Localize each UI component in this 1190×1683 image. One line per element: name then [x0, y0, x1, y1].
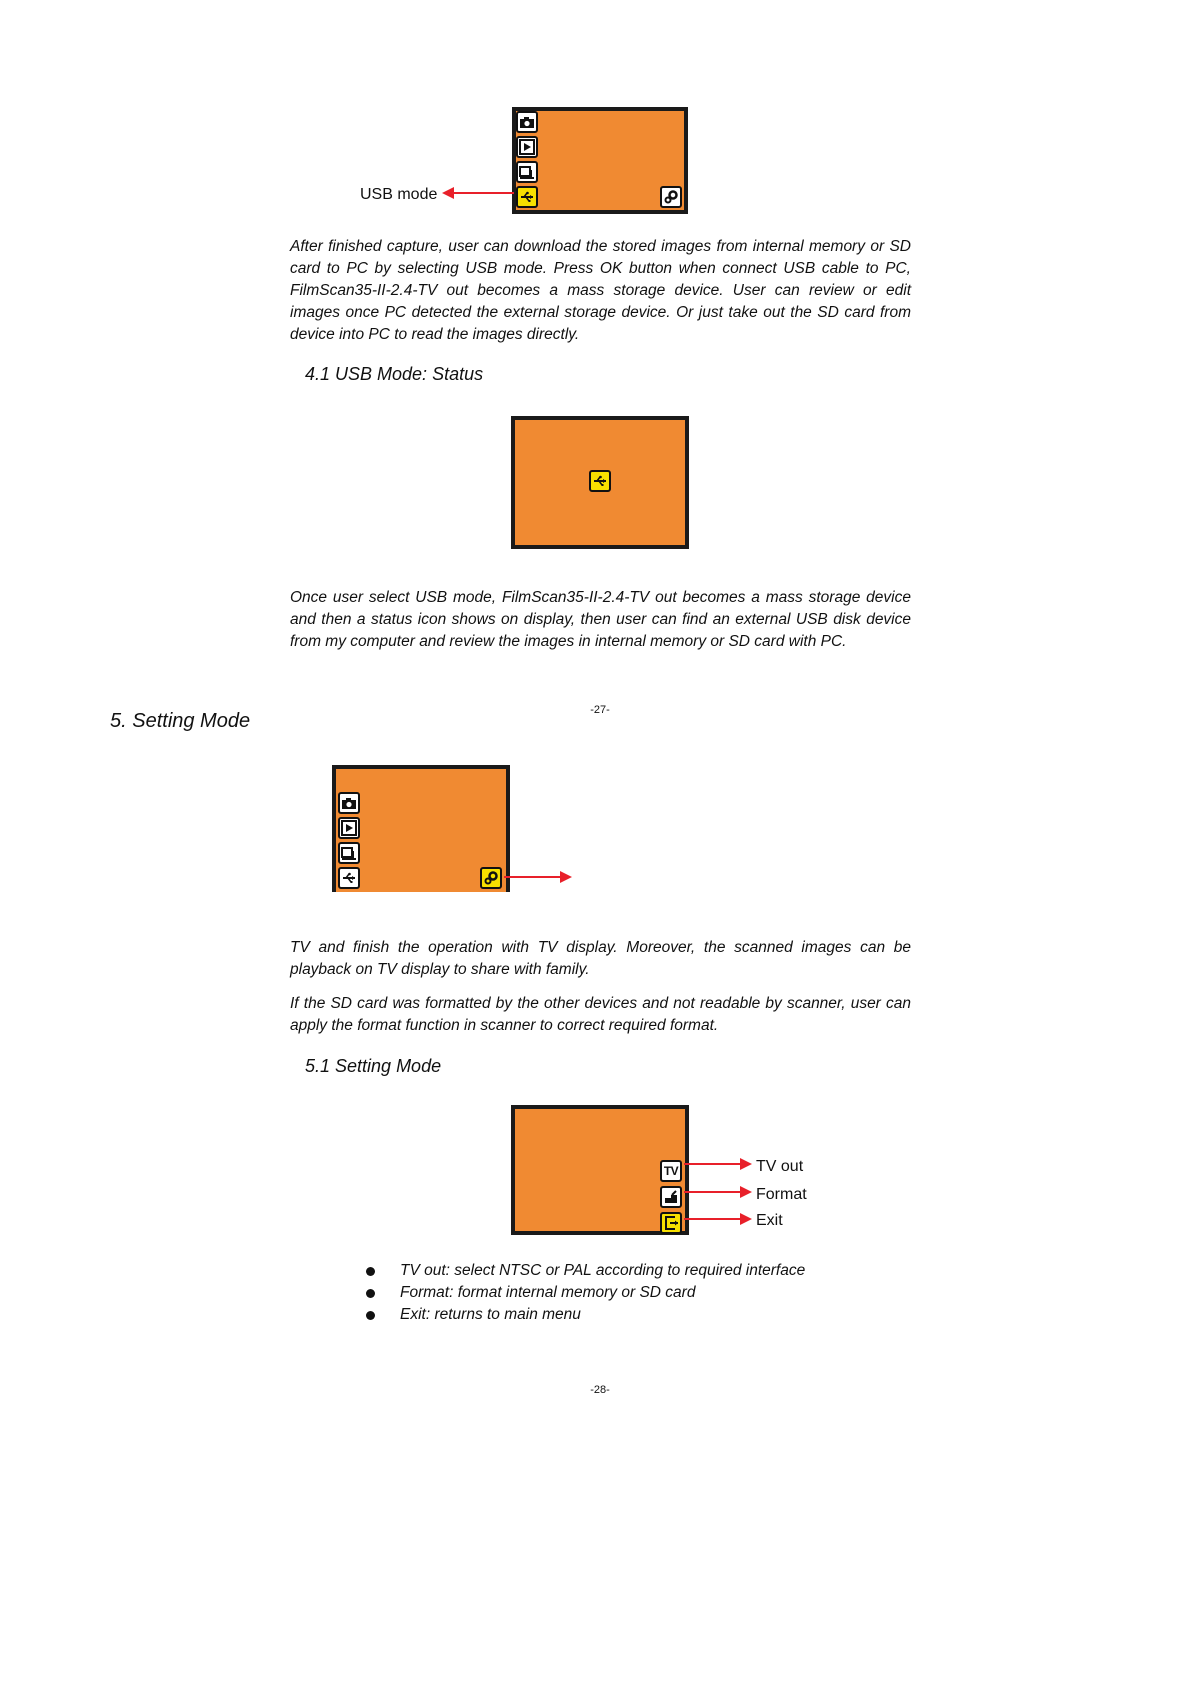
section-4-1-heading: 4.1 USB Mode: Status — [305, 364, 484, 384]
bullet-format: Format: format internal memory or SD card — [360, 1282, 805, 1304]
section-5-1-heading: 5.1 Setting Mode — [305, 1056, 442, 1076]
tv-paragraph: TV and finish the operation with TV display. Moreover, the scanned images can be playback on TV display to share with family. — [290, 939, 911, 978]
page-number-28: -28- — [590, 1384, 610, 1396]
format-label: Format — [756, 1186, 807, 1203]
usb-mode-callout-label: USB mode — [360, 186, 438, 203]
usb-intro-paragraph: After finished capture, user can download the stored images from internal memory or SD card to PC by selecting USB mode. Press OK button when connect USB cable to PC, FilmScan35-II-2.4-TV out becomes a mass storage device. User can review or edit images once PC detected the external storage device. Or just take out the SD card from device into PC to read the images directly. — [290, 238, 911, 343]
tv-out-label: TV out — [756, 1158, 804, 1175]
bullet-tv-out: TV out: select NTSC or PAL according to required interface — [360, 1260, 805, 1282]
bullet-exit: Exit: returns to main menu — [360, 1304, 805, 1326]
exit-label: Exit — [756, 1212, 783, 1229]
tv-icon-text: TV — [663, 1164, 679, 1178]
format-paragraph: If the SD card was formatted by the other devices and not readable by scanner, user can apply the format function in scanner to correct required format. — [290, 995, 911, 1034]
page-number-27: -27- — [590, 704, 610, 716]
usb-status-paragraph: Once user select USB mode, FilmScan35-II-2.4-TV out becomes a mass storage device and then a status icon shows on display, then user can find an external USB disk device from my computer and review the images in internal memory or SD card with PC. — [290, 589, 911, 650]
section-5-heading: 5. Setting Mode — [110, 710, 251, 732]
